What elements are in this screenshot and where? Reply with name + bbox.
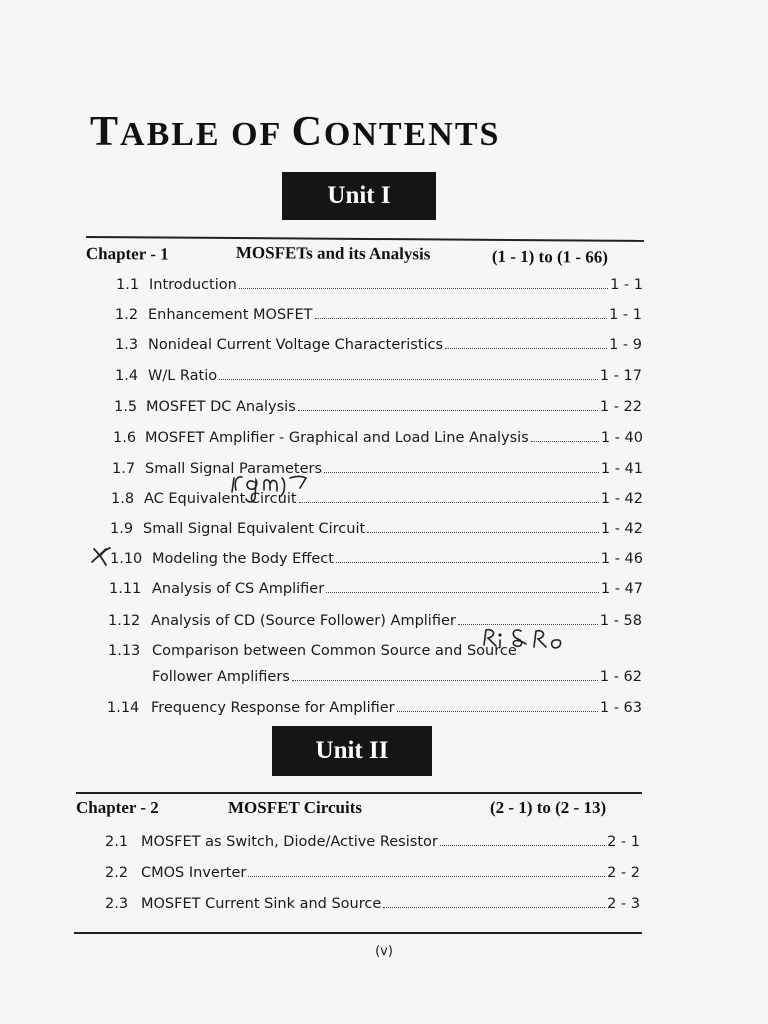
entry-page: 1 - 40 [600, 430, 643, 446]
entry-number: 1.10 [110, 551, 143, 567]
entry-title: Comparison between Common Source and Source [152, 643, 517, 659]
dot-leader [315, 306, 608, 319]
handwritten-cross-mark [92, 548, 110, 565]
entry-title: Small Signal Equivalent Circuit [143, 521, 366, 537]
entry-title: MOSFET Current Sink and Source [141, 896, 382, 912]
entry-number: 1.13 [108, 643, 141, 659]
toc-entry[interactable] [105, 895, 640, 915]
dot-leader [445, 336, 607, 349]
dot-leader [299, 490, 599, 503]
entry-title: Nonideal Current Voltage Characteristics [148, 337, 444, 353]
page-number: (v) [375, 944, 393, 959]
entry-title: AC Equivalent Circuit [144, 491, 297, 507]
chapter-1-title: MOSFETs and its Analysis [235, 243, 431, 264]
toc-entry[interactable] [115, 367, 642, 387]
title-part-2: ONTENTS [323, 116, 501, 153]
dot-leader [219, 367, 598, 380]
toc-entry[interactable] [113, 429, 643, 449]
unit-2-banner: Unit II [272, 726, 432, 776]
entry-number: 1.7 [112, 461, 136, 477]
entry-page: 1 - 9 [609, 337, 642, 353]
dot-leader [239, 276, 608, 289]
dot-leader [298, 398, 598, 411]
entry-page: 1 - 17 [599, 368, 642, 384]
entry-title: Modeling the Body Effect [152, 551, 334, 567]
entry-page: 1 - 58 [599, 613, 642, 629]
chapter-1-header [86, 236, 644, 274]
toc-entry[interactable] [110, 550, 643, 570]
entry-title-continued: Follower Amplifiers [152, 669, 290, 685]
toc-entry[interactable] [107, 699, 642, 719]
chapter-1-label: Chapter - 1 [85, 243, 169, 264]
bottom-rule [74, 932, 642, 934]
entry-number: 1.1 [116, 277, 140, 293]
entry-number: 1.3 [115, 337, 139, 353]
toc-entry[interactable] [105, 833, 640, 853]
entry-number: 2.2 [105, 865, 129, 881]
toc-entry[interactable] [115, 306, 642, 326]
entry-number: 1.6 [113, 430, 137, 446]
entry-title: Analysis of CS Amplifier [152, 581, 325, 597]
entry-page: 1 - 1 [609, 307, 642, 323]
entry-title: W/L Ratio [148, 368, 218, 384]
entry-title: Analysis of CD (Source Follower) Amplifier [151, 613, 456, 629]
entry-number: 2.1 [105, 834, 129, 850]
entry-title: Frequency Response for Amplifier [151, 700, 395, 716]
entry-title: MOSFET DC Analysis [146, 399, 296, 415]
toc-entry[interactable] [112, 460, 643, 480]
dot-leader [336, 550, 599, 563]
entry-page: 2 - 3 [607, 896, 640, 912]
dot-leader [531, 429, 599, 442]
entry-page: 1 - 41 [600, 461, 643, 477]
entry-number: 1.14 [107, 700, 140, 716]
dot-leader [458, 612, 598, 625]
entry-title: Enhancement MOSFET [148, 307, 313, 323]
title-letter-c: C [291, 109, 324, 155]
title-letter-t: T [90, 109, 121, 155]
entry-number: 1.11 [109, 581, 142, 597]
toc-entry[interactable] [115, 336, 642, 356]
entry-number: 1.4 [115, 368, 139, 384]
toc-entry[interactable] [111, 490, 643, 510]
dot-leader [324, 460, 599, 473]
toc-entry-first-line[interactable] [108, 643, 642, 663]
entry-page: 2 - 1 [607, 834, 640, 850]
entry-number: 1.5 [114, 399, 138, 415]
toc-entry[interactable] [108, 612, 642, 632]
entry-title: MOSFET Amplifier - Graphical and Load Line Analysis [145, 430, 529, 446]
toc-entry[interactable] [116, 276, 643, 296]
entry-page: 1 - 47 [600, 581, 643, 597]
entry-number: 1.12 [108, 613, 141, 629]
entry-page: 1 - 63 [599, 700, 642, 716]
dot-leader [248, 864, 605, 877]
toc-entry[interactable] [109, 580, 643, 600]
chapter-2-label: Chapter - 2 [76, 798, 159, 817]
chapter-2-header [76, 792, 642, 824]
dot-leader [383, 895, 605, 908]
dot-leader [292, 668, 598, 681]
dot-leader [367, 520, 599, 533]
entry-page: 1 - 1 [610, 277, 643, 293]
chapter-1-range: (1 - 1) to (1 - 66) [491, 246, 609, 267]
unit-1-banner: Unit I [282, 172, 436, 220]
toc-entry[interactable] [110, 520, 643, 540]
entry-page: 1 - 62 [599, 669, 642, 685]
title-part-1: ABLE OF [120, 116, 292, 153]
entry-title: CMOS Inverter [141, 865, 247, 881]
chapter-2-title: MOSFET Circuits [228, 798, 362, 817]
page-title [90, 108, 500, 156]
dot-leader [326, 580, 599, 593]
entry-title: Small Signal Parameters [145, 461, 323, 477]
entry-number: 1.2 [115, 307, 139, 323]
entry-page: 1 - 46 [600, 551, 643, 567]
entry-number: 1.9 [110, 521, 134, 537]
entry-page: 1 - 22 [599, 399, 642, 415]
toc-entry[interactable] [114, 398, 642, 418]
chapter-2-range: (2 - 1) to (2 - 13) [490, 798, 607, 817]
entry-page: 1 - 42 [600, 521, 643, 537]
entry-page: 2 - 2 [607, 865, 640, 881]
entry-number: 1.8 [111, 491, 135, 507]
toc-entry-continuation[interactable] [152, 668, 642, 688]
entry-number: 2.3 [105, 896, 129, 912]
dot-leader [440, 833, 605, 846]
dot-leader [397, 699, 598, 712]
toc-entry[interactable] [105, 864, 640, 884]
entry-title: Introduction [149, 277, 237, 293]
entry-title: MOSFET as Switch, Diode/Active Resistor [141, 834, 438, 850]
entry-page: 1 - 42 [600, 491, 643, 507]
